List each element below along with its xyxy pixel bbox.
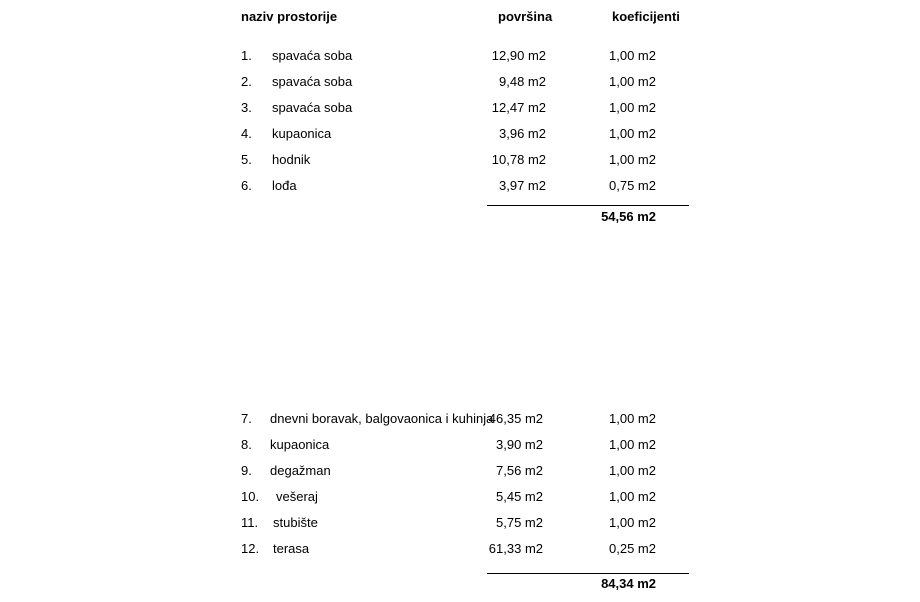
- room-name: vešeraj: [276, 489, 318, 504]
- room-coefficient: 1,00 m2: [609, 437, 656, 452]
- room-coefficient: 1,00 m2: [609, 100, 656, 115]
- table-row: [0, 488, 920, 506]
- group2-total: 84,34 m2: [601, 576, 656, 591]
- row-number: 5.: [241, 152, 252, 167]
- table-row: [0, 514, 920, 532]
- group1-total: 54,56 m2: [601, 209, 656, 224]
- table-row: [0, 410, 920, 428]
- room-area: 3,90 m2: [496, 437, 543, 452]
- room-coefficient: 1,00 m2: [609, 48, 656, 63]
- room-name: kupaonica: [270, 437, 330, 452]
- room-name: lođa: [272, 178, 297, 193]
- room-area: 10,78 m2: [491, 152, 546, 167]
- room-name: kupaonica: [272, 126, 332, 141]
- table-row: [0, 462, 920, 480]
- room-area: 46,35 m2: [488, 411, 543, 426]
- row-number: 7.: [241, 411, 252, 426]
- room-coefficient: 1,00 m2: [609, 152, 656, 167]
- header-room-name: naziv prostorije: [241, 9, 338, 24]
- room-area: 7,56 m2: [496, 463, 543, 478]
- room-area: 5,75 m2: [496, 515, 543, 530]
- room-name: stubište: [273, 515, 318, 530]
- room-area: 61,33 m2: [488, 541, 543, 556]
- room-area: 3,97 m2: [499, 178, 546, 193]
- room-area: 9,48 m2: [499, 74, 546, 89]
- table-row: [0, 99, 920, 117]
- room-coefficient: 1,00 m2: [609, 489, 656, 504]
- row-number: 4.: [241, 126, 252, 141]
- room-coefficient: 1,00 m2: [609, 411, 656, 426]
- room-name: dnevni boravak, balgovaonica i kuhinja: [270, 411, 494, 426]
- header-coefficient: koeficijenti: [612, 9, 680, 24]
- row-number: 3.: [241, 100, 252, 115]
- header-area: površina: [498, 9, 553, 24]
- room-coefficient: 1,00 m2: [609, 74, 656, 89]
- room-area: 12,47 m2: [491, 100, 546, 115]
- row-number: 12.: [241, 541, 260, 556]
- room-name: hodnik: [272, 152, 311, 167]
- room-coefficient: 1,00 m2: [609, 515, 656, 530]
- room-coefficient: 1,00 m2: [609, 126, 656, 141]
- room-name: spavaća soba: [272, 74, 353, 89]
- row-number: 10.: [241, 489, 260, 504]
- row-number: 8.: [241, 437, 252, 452]
- room-coefficient: 0,75 m2: [609, 178, 656, 193]
- room-area: 5,45 m2: [496, 489, 543, 504]
- room-area: 12,90 m2: [491, 48, 546, 63]
- room-name: spavaća soba: [272, 48, 353, 63]
- row-number: 9.: [241, 463, 252, 478]
- row-number: 11.: [241, 515, 259, 530]
- room-area: 3,96 m2: [499, 126, 546, 141]
- room-name: terasa: [273, 541, 310, 556]
- room-coefficient: 1,00 m2: [609, 463, 656, 478]
- table-row: [0, 125, 920, 143]
- table-row: [0, 436, 920, 454]
- row-number: 1.: [241, 48, 252, 63]
- row-number: 6.: [241, 178, 252, 193]
- table-row: [0, 151, 920, 169]
- table-row: [0, 177, 920, 195]
- table-row: [0, 73, 920, 91]
- room-name: degažman: [270, 463, 331, 478]
- total-divider: [487, 205, 689, 206]
- room-coefficient: 0,25 m2: [609, 541, 656, 556]
- table-row: [0, 540, 920, 558]
- room-name: spavaća soba: [272, 100, 353, 115]
- row-number: 2.: [241, 74, 252, 89]
- total-divider: [487, 573, 689, 574]
- table-row: [0, 47, 920, 65]
